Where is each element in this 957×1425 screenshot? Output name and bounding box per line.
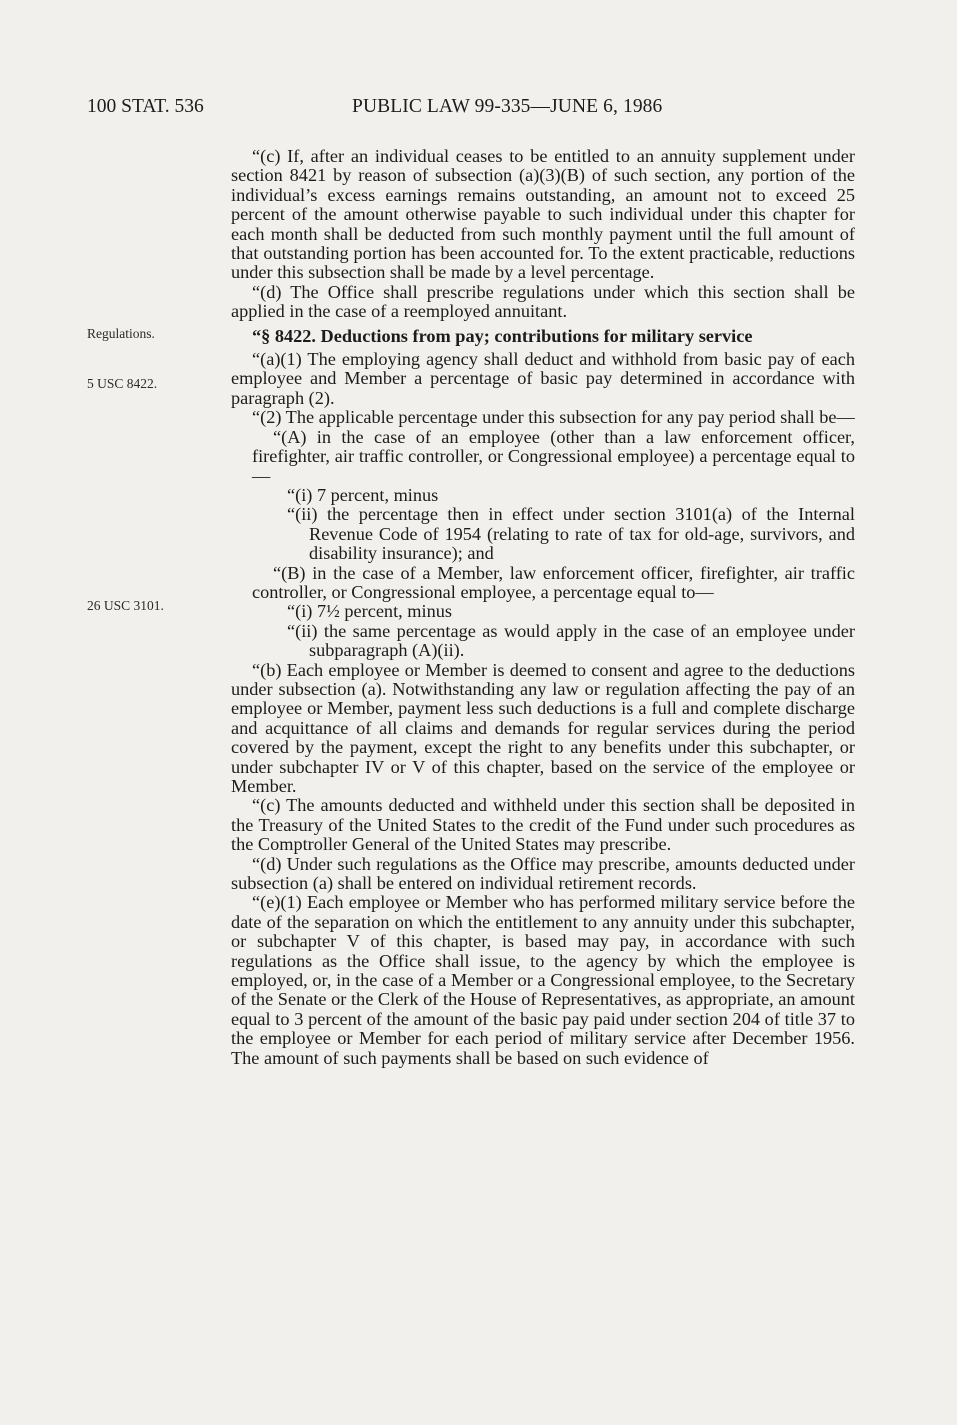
subsection-c: “(c) If, after an individual ceases to be entitled to an annuity supplement under section 8421 by reason of subsection (a)(3)(B) of such section, any portion of the individual’s excess earnings remains outstanding, an amount not to exceed 25 percent of the amount otherwise payable to such individual under this chapter for each month shall be deducted from such monthly payment until the full amount of that outstanding portion has been accounted for. To the extent practicable, reductions under this subsection shall be made by a level percentage. — [231, 146, 855, 283]
body-text — [231, 147, 855, 1068]
page-header — [87, 96, 847, 126]
clause-B-ii: “(ii) the same percentage as would apply in the case of an employee under subparagraph (A)(ii). — [287, 620, 855, 661]
subparagraph-B: “(B) in the case of a Member, law enforcement officer, firefighter, air traffic controller, or Congressional employee, a percentage equal to— — [252, 562, 855, 602]
subsection-d-records: “(d) Under such regulations as the Office may prescribe, amounts deducted under subsection (a) shall be entered on individual retirement records. — [231, 853, 855, 894]
clause-B-i: “(i) 7½ percent, minus — [287, 601, 452, 622]
subsection-c-deposits: “(c) The amounts deducted and withheld under this section shall be deposited in the Treasury of the United States to the credit of the Fund under such procedures as the Comptroller General of the United States may prescribe. — [231, 795, 855, 855]
running-title: PUBLIC LAW 99-335—JUNE 6, 1986 — [352, 96, 663, 117]
subparagraph-A: “(A) in the case of an employee (other than a law enforcement officer, firefighter, air traffic controller, or Congressional employee) a percentage equal to— — [252, 426, 855, 486]
page-number: 100 STAT. 536 — [87, 96, 204, 117]
section-8422-heading: “§ 8422. Deductions from pay; contributions for military service — [252, 325, 753, 346]
margin-note-5-usc-8422: 5 USC 8422. — [87, 376, 158, 391]
margin-note-26-usc-3101: 26 USC 3101. — [87, 598, 164, 613]
clause-A-i: “(i) 7 percent, minus — [287, 484, 439, 505]
subsection-b: “(b) Each employee or Member is deemed to consent and agree to the deductions under subsection (a). Notwithstanding any law or regulation affecting the pay of an employee or Member, payment less such deductions is a full and complete discharge and acquittance of all claims and demands for regular services during the period covered by the payment, except the right to any benefits under this subchapter, or under subchapter IV or V of this chapter, based on the service of the employee or Member. — [231, 659, 855, 796]
subsection-d: “(d) The Office shall prescribe regulations under which this section shall be applied in the case of a reemployed annuitant. — [231, 281, 855, 322]
subsection-a1: “(a)(1) The employing agency shall deduct and withhold from basic pay of each employee and Member a percentage of basic pay determined in accordance with paragraph (2). — [231, 349, 855, 408]
margin-note-regulations: Regulations. — [87, 326, 155, 341]
clause-A-ii: “(ii) the percentage then in effect under section 3101(a) of the Internal Revenue Code of 1954 (relating to rate of tax for old-age, survivors, and disability insurance); and — [287, 504, 855, 564]
subsection-a2: “(2) The applicable percentage under this subsection for any pay period shall be— — [252, 407, 855, 428]
subsection-e1: “(e)(1) Each employee or Member who has performed military service before the date of the separation on which the entitlement to any annuity under this subchapter, or subchapter V of this chapter, is based may pay, in accordance with such regulations as the Office shall issue, to the agency by which the employee is employed, or, in the case of a Member or a Congressional employee, to the Secretary of the Senate or the Clerk of the House of Representatives, as appropriate, an amount equal to 3 percent of the amount of the basic pay paid under section 204 of title 37 to the employee or Member for each period of military service after December 1956. The amount of such payments shall be based on such evidence of — [231, 892, 855, 1068]
